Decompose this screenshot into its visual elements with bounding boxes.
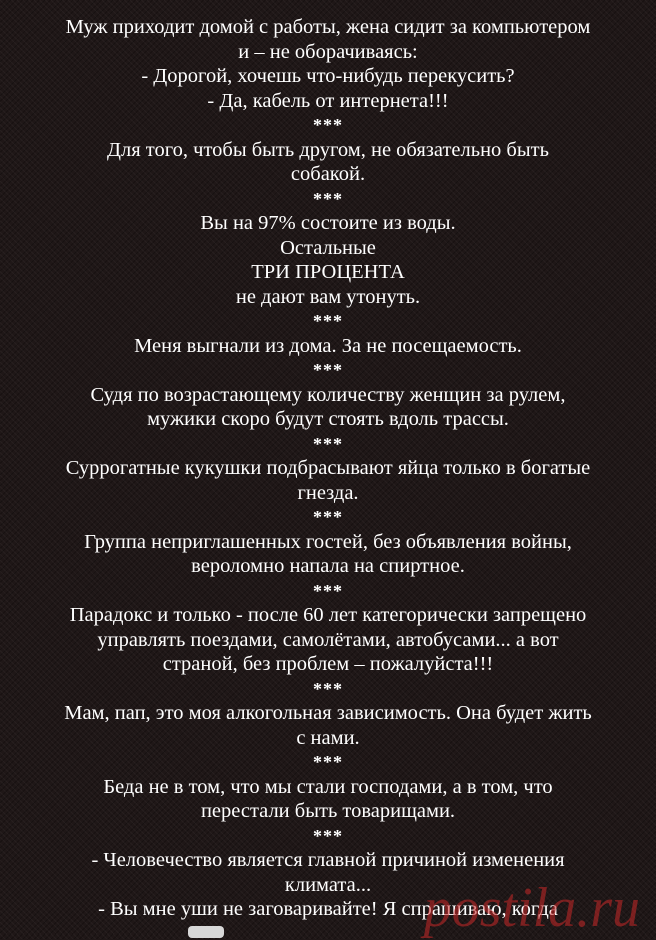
joke-line: не дают вам утонуть. — [235, 285, 421, 308]
cursor-overlay — [188, 926, 224, 938]
joke-line: Для того, чтобы быть другом, не обязательно быть — [107, 138, 549, 161]
joke-line: Судя по возрастающему количеству женщин за рулем, — [90, 383, 566, 406]
separator: *** — [313, 311, 343, 331]
separator: *** — [313, 752, 343, 772]
joke-line: страной, без проблем – пожалуйста!!! — [162, 653, 494, 675]
joke-line: Остальные — [280, 236, 376, 259]
separator: *** — [313, 678, 343, 699]
joke-line: мужики скоро будут стоять вдоль трассы. — [147, 408, 509, 430]
joke-line: Мам, пап, это моя алкогольная зависимость. Она будет жить — [64, 702, 592, 724]
joke-line: Парадокс и только - после 60 лет категорически запрещено — [69, 604, 587, 626]
joke-line: климата... — [284, 873, 372, 896]
separator: *** — [313, 507, 343, 527]
joke-line: Меня выгнали из дома. За не посещаемость. — [134, 334, 522, 357]
joke-line: Вы на 97% состоите из воды. — [200, 212, 456, 234]
joke-line: - Да, кабель от интернета!!! — [207, 89, 449, 112]
joke-line: Группа неприглашенных гостей, без объявления войны, — [84, 530, 572, 553]
joke-line: гнезда. — [297, 481, 359, 504]
joke-line: с нами. — [296, 726, 360, 749]
joke-line: - Человечество является главной причиной изменения — [91, 849, 565, 871]
joke-line: Муж приходит домой с работы, жена сидит за компьютером — [65, 16, 591, 38]
separator: *** — [313, 580, 343, 601]
joke-line: - Вы мне уши не заговаривайте! Я спрашиваю, когда — [98, 898, 558, 920]
joke-line: собакой. — [290, 163, 366, 185]
joke-line: и – не оборачиваясь: — [238, 40, 418, 63]
joke-line: управлять поездами, самолётами, автобусами... а вот — [97, 628, 559, 651]
watermark-logo: postila.ru — [423, 877, 640, 939]
separator: *** — [313, 188, 343, 209]
jokes-document — [0, 15, 656, 922]
separator: *** — [313, 825, 343, 846]
separator: *** — [313, 433, 343, 454]
joke-line: Беда не в том, что мы стали господами, а в том, что — [103, 775, 553, 798]
joke-line: Суррогатные кукушки подбрасывают яйца только в богатые — [65, 457, 591, 479]
joke-line: ТРИ ПРОЦЕНТА — [251, 261, 405, 283]
joke-line: - Дорогой, хочешь что-нибудь перекусить? — [141, 65, 515, 87]
separator: *** — [313, 115, 343, 135]
joke-line: вероломно напала на спиртное. — [191, 555, 465, 577]
joke-line: перестали быть товарищами. — [200, 800, 456, 822]
separator: *** — [313, 360, 343, 380]
